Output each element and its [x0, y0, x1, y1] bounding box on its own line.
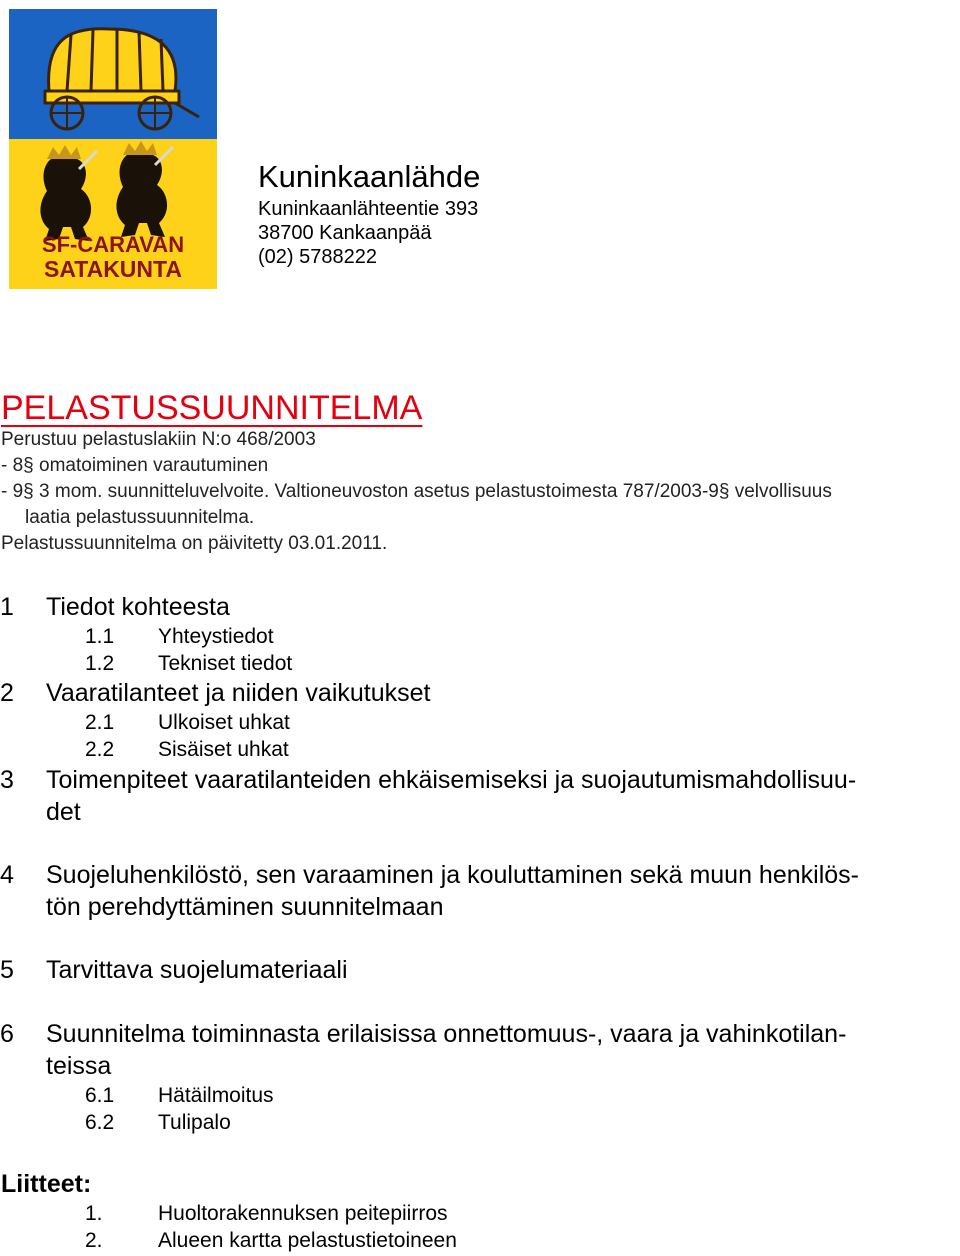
toc-number: 2.2 — [85, 738, 115, 761]
phone-number: (02) 5788222 — [258, 246, 377, 268]
toc-title: Tarvittava suojelumateriaali — [46, 956, 348, 984]
toc-number: 1.1 — [85, 625, 115, 648]
toc-title: Ulkoiset uhkat — [158, 711, 290, 734]
document-title: PELASTUSSUUNNITELMA — [1, 389, 423, 427]
attachment-title: Huoltorakennuksen peitepiirros — [158, 1202, 448, 1225]
update-date-line: Pelastussuunnitelma on päivitetty 03.01.2011. — [1, 533, 388, 554]
toc-number: 6.2 — [85, 1111, 115, 1134]
toc-number: 5 — [0, 956, 14, 984]
toc-title: Tulipalo — [158, 1111, 231, 1134]
toc-title: Yhteystiedot — [158, 625, 274, 648]
toc-title: Sisäiset uhkat — [158, 738, 289, 761]
place-name: Kuninkaanlähde — [258, 159, 481, 194]
toc-title: det — [46, 798, 81, 826]
street-address: Kuninkaanlähteentie 393 — [258, 198, 479, 220]
toc-number: 2.1 — [85, 711, 115, 734]
toc-number: 1.2 — [85, 652, 115, 675]
toc-number: 6 — [0, 1020, 14, 1048]
intro-line: - 9§ 3 mom. suunnitteluvelvoite. Valtioneuvoston asetus pelastustoimesta 787/2003-9§ velvollisuus — [1, 481, 832, 502]
logo-text-line1: SF-CARAVAN — [41, 232, 185, 257]
intro-line: Perustuu pelastuslakiin N:o 468/2003 — [1, 429, 316, 450]
attachment-number: 1. — [85, 1202, 103, 1225]
toc-number: 2 — [0, 679, 14, 707]
toc-number: 6.1 — [85, 1084, 115, 1107]
toc-title: Toimenpiteet vaaratilanteiden ehkäisemiseksi ja suojautumismahdollisuu- — [46, 766, 857, 794]
toc-number: 4 — [0, 861, 14, 889]
sf-caravan-satakunta-logo — [9, 9, 217, 289]
toc-title: Tiedot kohteesta — [46, 593, 230, 621]
attachment-number: 2. — [85, 1229, 103, 1252]
attachment-title: Alueen kartta pelastustietoineen — [158, 1229, 457, 1252]
toc-title: Tekniset tiedot — [158, 652, 293, 675]
toc-number: 3 — [0, 766, 14, 794]
toc-title: tön perehdyttäminen suunnitelmaan — [46, 893, 444, 921]
postal-address: 38700 Kankaanpää — [258, 222, 432, 244]
toc-title: Suunnitelma toiminnasta erilaisissa onnettomuus-, vaara ja vahinkotilan- — [46, 1020, 847, 1048]
intro-line: - 8§ omatoiminen varautuminen — [1, 455, 269, 476]
toc-title: Hätäilmoitus — [158, 1084, 274, 1107]
toc-title: Suojeluhenkilöstö, sen varaaminen ja kouluttaminen sekä muun henkilös- — [46, 861, 859, 889]
toc-title: Vaaratilanteet ja niiden vaikutukset — [46, 679, 431, 707]
intro-line: laatia pelastussuunnitelma. — [25, 507, 255, 528]
toc-title: teissa — [46, 1052, 112, 1080]
attachments-heading: Liitteet: — [1, 1170, 92, 1198]
logo-text-line2: SATAKUNTA — [44, 256, 182, 282]
toc-number: 1 — [0, 593, 14, 621]
